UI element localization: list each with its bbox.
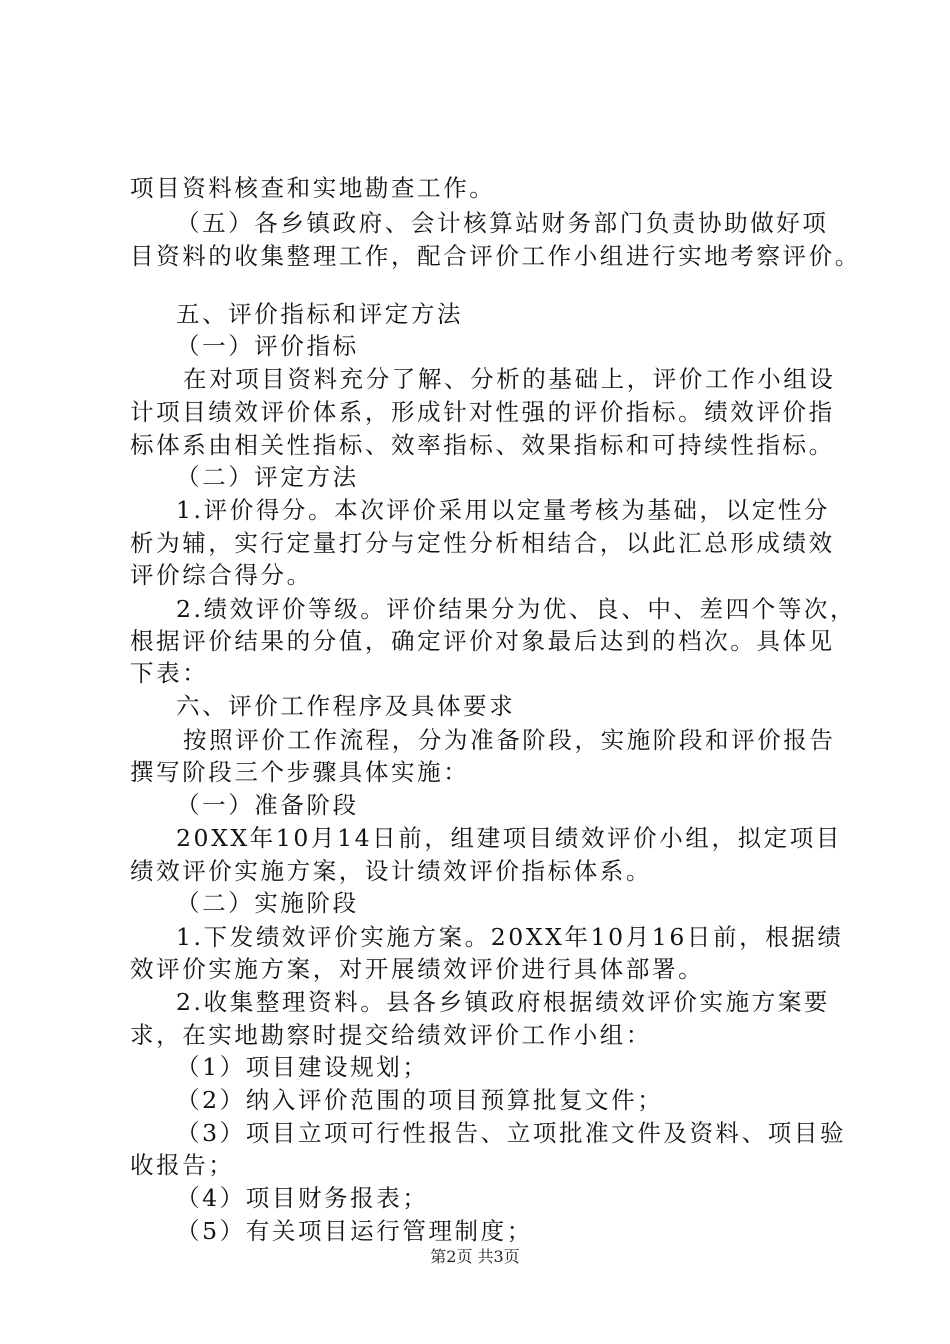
body-line: 下表： xyxy=(130,659,209,687)
body-line: 效评价实施方案，对开展绩效评价进行具体部署。 xyxy=(130,955,705,983)
body-line: 撰写阶段三个步骤具体实施： xyxy=(130,758,470,786)
body-line: 2.收集整理资料。县各乡镇政府根据绩效评价实施方案要 xyxy=(176,988,831,1016)
list-item: （1）项目建设规划； xyxy=(176,1053,429,1081)
body-line: 绩效评价实施方案，设计绩效评价指标体系。 xyxy=(130,857,652,885)
body-line: 目资料的收集整理工作，配合评价工作小组进行实地考察评价。 xyxy=(130,242,861,270)
body-line: 根据评价结果的分值，确定评价对象最后达到的档次。具体见 xyxy=(130,627,835,655)
subsection-heading: （一）准备阶段 xyxy=(176,791,359,819)
body-line: 20XX年10月14日前，组建项目绩效评价小组，拟定项目 xyxy=(176,824,842,852)
body-line: 求，在实地勘察时提交给绩效评价工作小组： xyxy=(130,1021,652,1049)
body-line: 析为辅，实行定量打分与定性分析相结合，以此汇总形成绩效 xyxy=(130,529,835,557)
subsection-heading: （二）评定方法 xyxy=(176,463,359,491)
body-line: 项目资料核查和实地勘查工作。 xyxy=(130,174,496,202)
body-line: 按照评价工作流程，分为准备阶段，实施阶段和评价报告 xyxy=(183,726,836,754)
body-line: （五）各乡镇政府、会计核算站财务部门负责协助做好项 xyxy=(176,209,829,237)
body-line: 在对项目资料充分了解、分析的基础上，评价工作小组设 xyxy=(183,365,836,393)
body-line: 2.绩效评价等级。评价结果分为优、良、中、差四个等次， xyxy=(176,595,857,623)
body-line: 计项目绩效评价体系，形成针对性强的评价指标。绩效评价指 xyxy=(130,398,835,426)
section-heading: 五、评价指标和评定方法 xyxy=(176,300,464,328)
body-line: 评价综合得分。 xyxy=(130,561,313,589)
list-item: 收报告； xyxy=(130,1151,235,1179)
list-item: （3）项目立项可行性报告、立项批准文件及资料、项目验 xyxy=(176,1119,847,1147)
subsection-heading: （二）实施阶段 xyxy=(176,889,359,917)
body-line: 标体系由相关性指标、效率指标、效果指标和可持续性指标。 xyxy=(130,431,835,459)
body-line: 1.评价得分。本次评价采用以定量考核为基础，以定性分 xyxy=(176,496,831,524)
page-number-footer: 第2页 共3页 xyxy=(430,1247,520,1266)
body-line: 1.下发绩效评价实施方案。20XX年10月16日前，根据绩 xyxy=(176,923,844,951)
list-item: （4）项目财务报表； xyxy=(176,1184,429,1212)
section-heading: 六、评价工作程序及具体要求 xyxy=(176,692,516,720)
list-item: （2）纳入评价范围的项目预算批复文件； xyxy=(176,1086,664,1114)
list-item: （5）有关项目运行管理制度； xyxy=(176,1217,533,1245)
subsection-heading: （一）评价指标 xyxy=(176,332,359,360)
